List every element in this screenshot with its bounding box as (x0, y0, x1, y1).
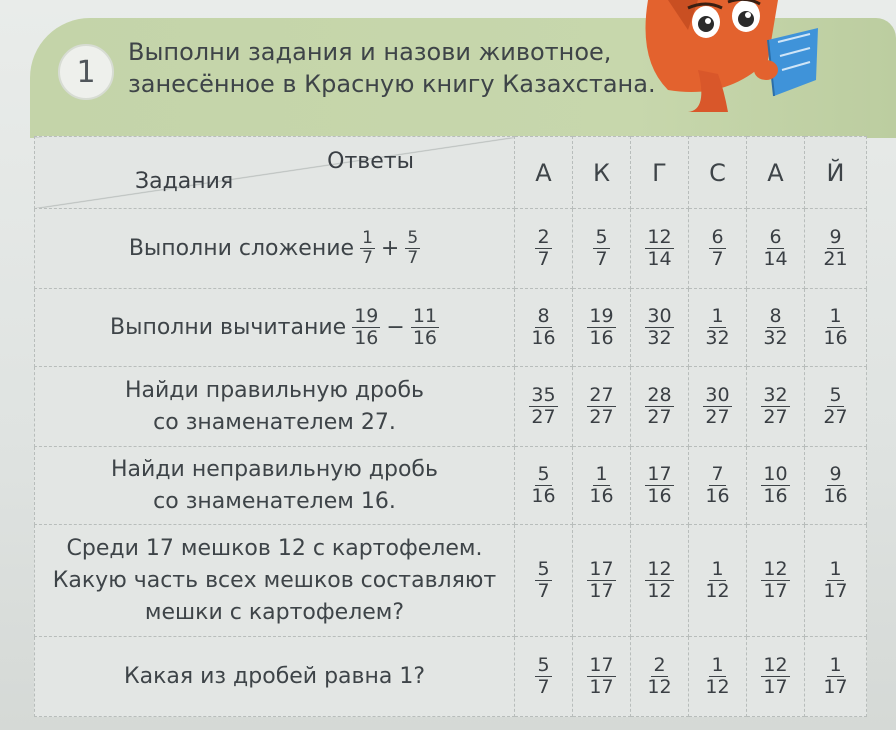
answer-cell[interactable]: $\frac{1}{12}$ (689, 637, 747, 717)
operator: + (380, 235, 400, 261)
letter-cell: К (573, 137, 631, 209)
task-row (35, 525, 867, 637)
letter-cell: Г (631, 137, 689, 209)
answer-cell[interactable]: $\frac{27}{27}$ (573, 367, 631, 447)
answer-cell[interactable]: $\frac{7}{16}$ (689, 447, 747, 525)
tasks-table (34, 136, 867, 717)
answer-cell[interactable]: $\frac{2}{7}$ (515, 209, 573, 289)
header-tasks: Задания (135, 169, 234, 194)
task-row (35, 209, 867, 289)
answer-cell[interactable]: $\frac{6}{14}$ (747, 209, 805, 289)
task-row (35, 289, 867, 367)
task-cell (35, 289, 515, 367)
task-text: со знаменателем 27. (153, 409, 396, 435)
mascot-reading-icon (628, 0, 818, 112)
task-cell (35, 367, 515, 447)
fraction: $\frac{5}{7}$ (407, 228, 419, 268)
answer-cell[interactable]: $\frac{17}{16}$ (631, 447, 689, 525)
answer-cell[interactable]: $\frac{17}{17}$ (573, 637, 631, 717)
answer-cell[interactable]: $\frac{1}{17}$ (805, 637, 867, 717)
answer-cell[interactable]: $\frac{17}{17}$ (573, 525, 631, 637)
answer-cell[interactable]: $\frac{1}{32}$ (689, 289, 747, 367)
letter-cell: А (515, 137, 573, 209)
task-text: Какая из дробей равна 1? (123, 663, 426, 689)
task-text: со знаменателем 16. (153, 488, 396, 514)
task-text: мешки с картофелем? (144, 599, 405, 625)
header-row (35, 137, 867, 209)
header-answers: Ответы (327, 149, 414, 174)
answer-cell[interactable]: $\frac{8}{32}$ (747, 289, 805, 367)
answer-cell[interactable]: $\frac{5}{7}$ (573, 209, 631, 289)
task-cell (35, 525, 515, 637)
fraction: $\frac{1}{7}$ (362, 228, 373, 268)
fraction: $\frac{19}{16}$ (354, 305, 379, 349)
exercise-title (128, 36, 688, 100)
letter-cell: А (747, 137, 805, 209)
task-row (35, 637, 867, 717)
title-line-2: занесённое в Красную книгу Казахстана. (128, 70, 656, 98)
answer-cell[interactable]: $\frac{1}{16}$ (805, 289, 867, 367)
answer-cell[interactable]: $\frac{5}{27}$ (805, 367, 867, 447)
answer-cell[interactable]: $\frac{19}{16}$ (573, 289, 631, 367)
answer-cell[interactable]: $\frac{12}{14}$ (631, 209, 689, 289)
answer-cell[interactable]: $\frac{9}{21}$ (805, 209, 867, 289)
task-cell (35, 209, 515, 289)
letter-cell: Й (805, 137, 867, 209)
task-cell (35, 637, 515, 717)
answer-cell[interactable]: $\frac{32}{27}$ (747, 367, 805, 447)
task-text: Среди 17 мешков 12 с картофелем. (66, 535, 483, 561)
answer-cell[interactable]: $\frac{5}{7}$ (515, 637, 573, 717)
operator: − (386, 314, 405, 340)
task-cell (35, 447, 515, 525)
title-line-1: Выполни задания и назови животное, (128, 38, 612, 66)
answer-cell[interactable]: $\frac{5}{16}$ (515, 447, 573, 525)
answer-cell[interactable]: $\frac{5}{7}$ (515, 525, 573, 637)
answer-cell[interactable]: $\frac{1}{17}$ (805, 525, 867, 637)
answer-cell[interactable]: $\frac{2}{12}$ (631, 637, 689, 717)
exercise-number: 1 (58, 44, 114, 100)
task-text: Какую часть всех мешков составляют (52, 567, 497, 593)
answer-cell[interactable]: $\frac{35}{27}$ (515, 367, 573, 447)
answer-cell[interactable]: $\frac{28}{27}$ (631, 367, 689, 447)
header-diagonal-cell (35, 137, 515, 209)
task-text: Найди правильную дробь (124, 377, 425, 403)
letter-cell: С (689, 137, 747, 209)
answer-cell[interactable]: $\frac{8}{16}$ (515, 289, 573, 367)
answer-cell[interactable]: $\frac{6}{7}$ (689, 209, 747, 289)
answer-cell[interactable]: $\frac{10}{16}$ (747, 447, 805, 525)
answer-cell[interactable]: $\frac{9}{16}$ (805, 447, 867, 525)
task-row (35, 367, 867, 447)
task-text: Выполни сложение (128, 235, 355, 261)
answer-cell[interactable]: $\frac{30}{32}$ (631, 289, 689, 367)
answer-cell[interactable]: $\frac{12}{17}$ (747, 525, 805, 637)
task-text: Найди неправильную дробь (111, 456, 438, 482)
task-text: Выполни вычитание (109, 314, 347, 340)
fraction: $\frac{11}{16}$ (412, 305, 437, 349)
answer-cell[interactable]: $\frac{30}{27}$ (689, 367, 747, 447)
answer-cell[interactable]: $\frac{1}{12}$ (689, 525, 747, 637)
answer-cell[interactable]: $\frac{1}{16}$ (573, 447, 631, 525)
answer-cell[interactable]: $\frac{12}{12}$ (631, 525, 689, 637)
answer-cell[interactable]: $\frac{12}{17}$ (747, 637, 805, 717)
task-row (35, 447, 867, 525)
